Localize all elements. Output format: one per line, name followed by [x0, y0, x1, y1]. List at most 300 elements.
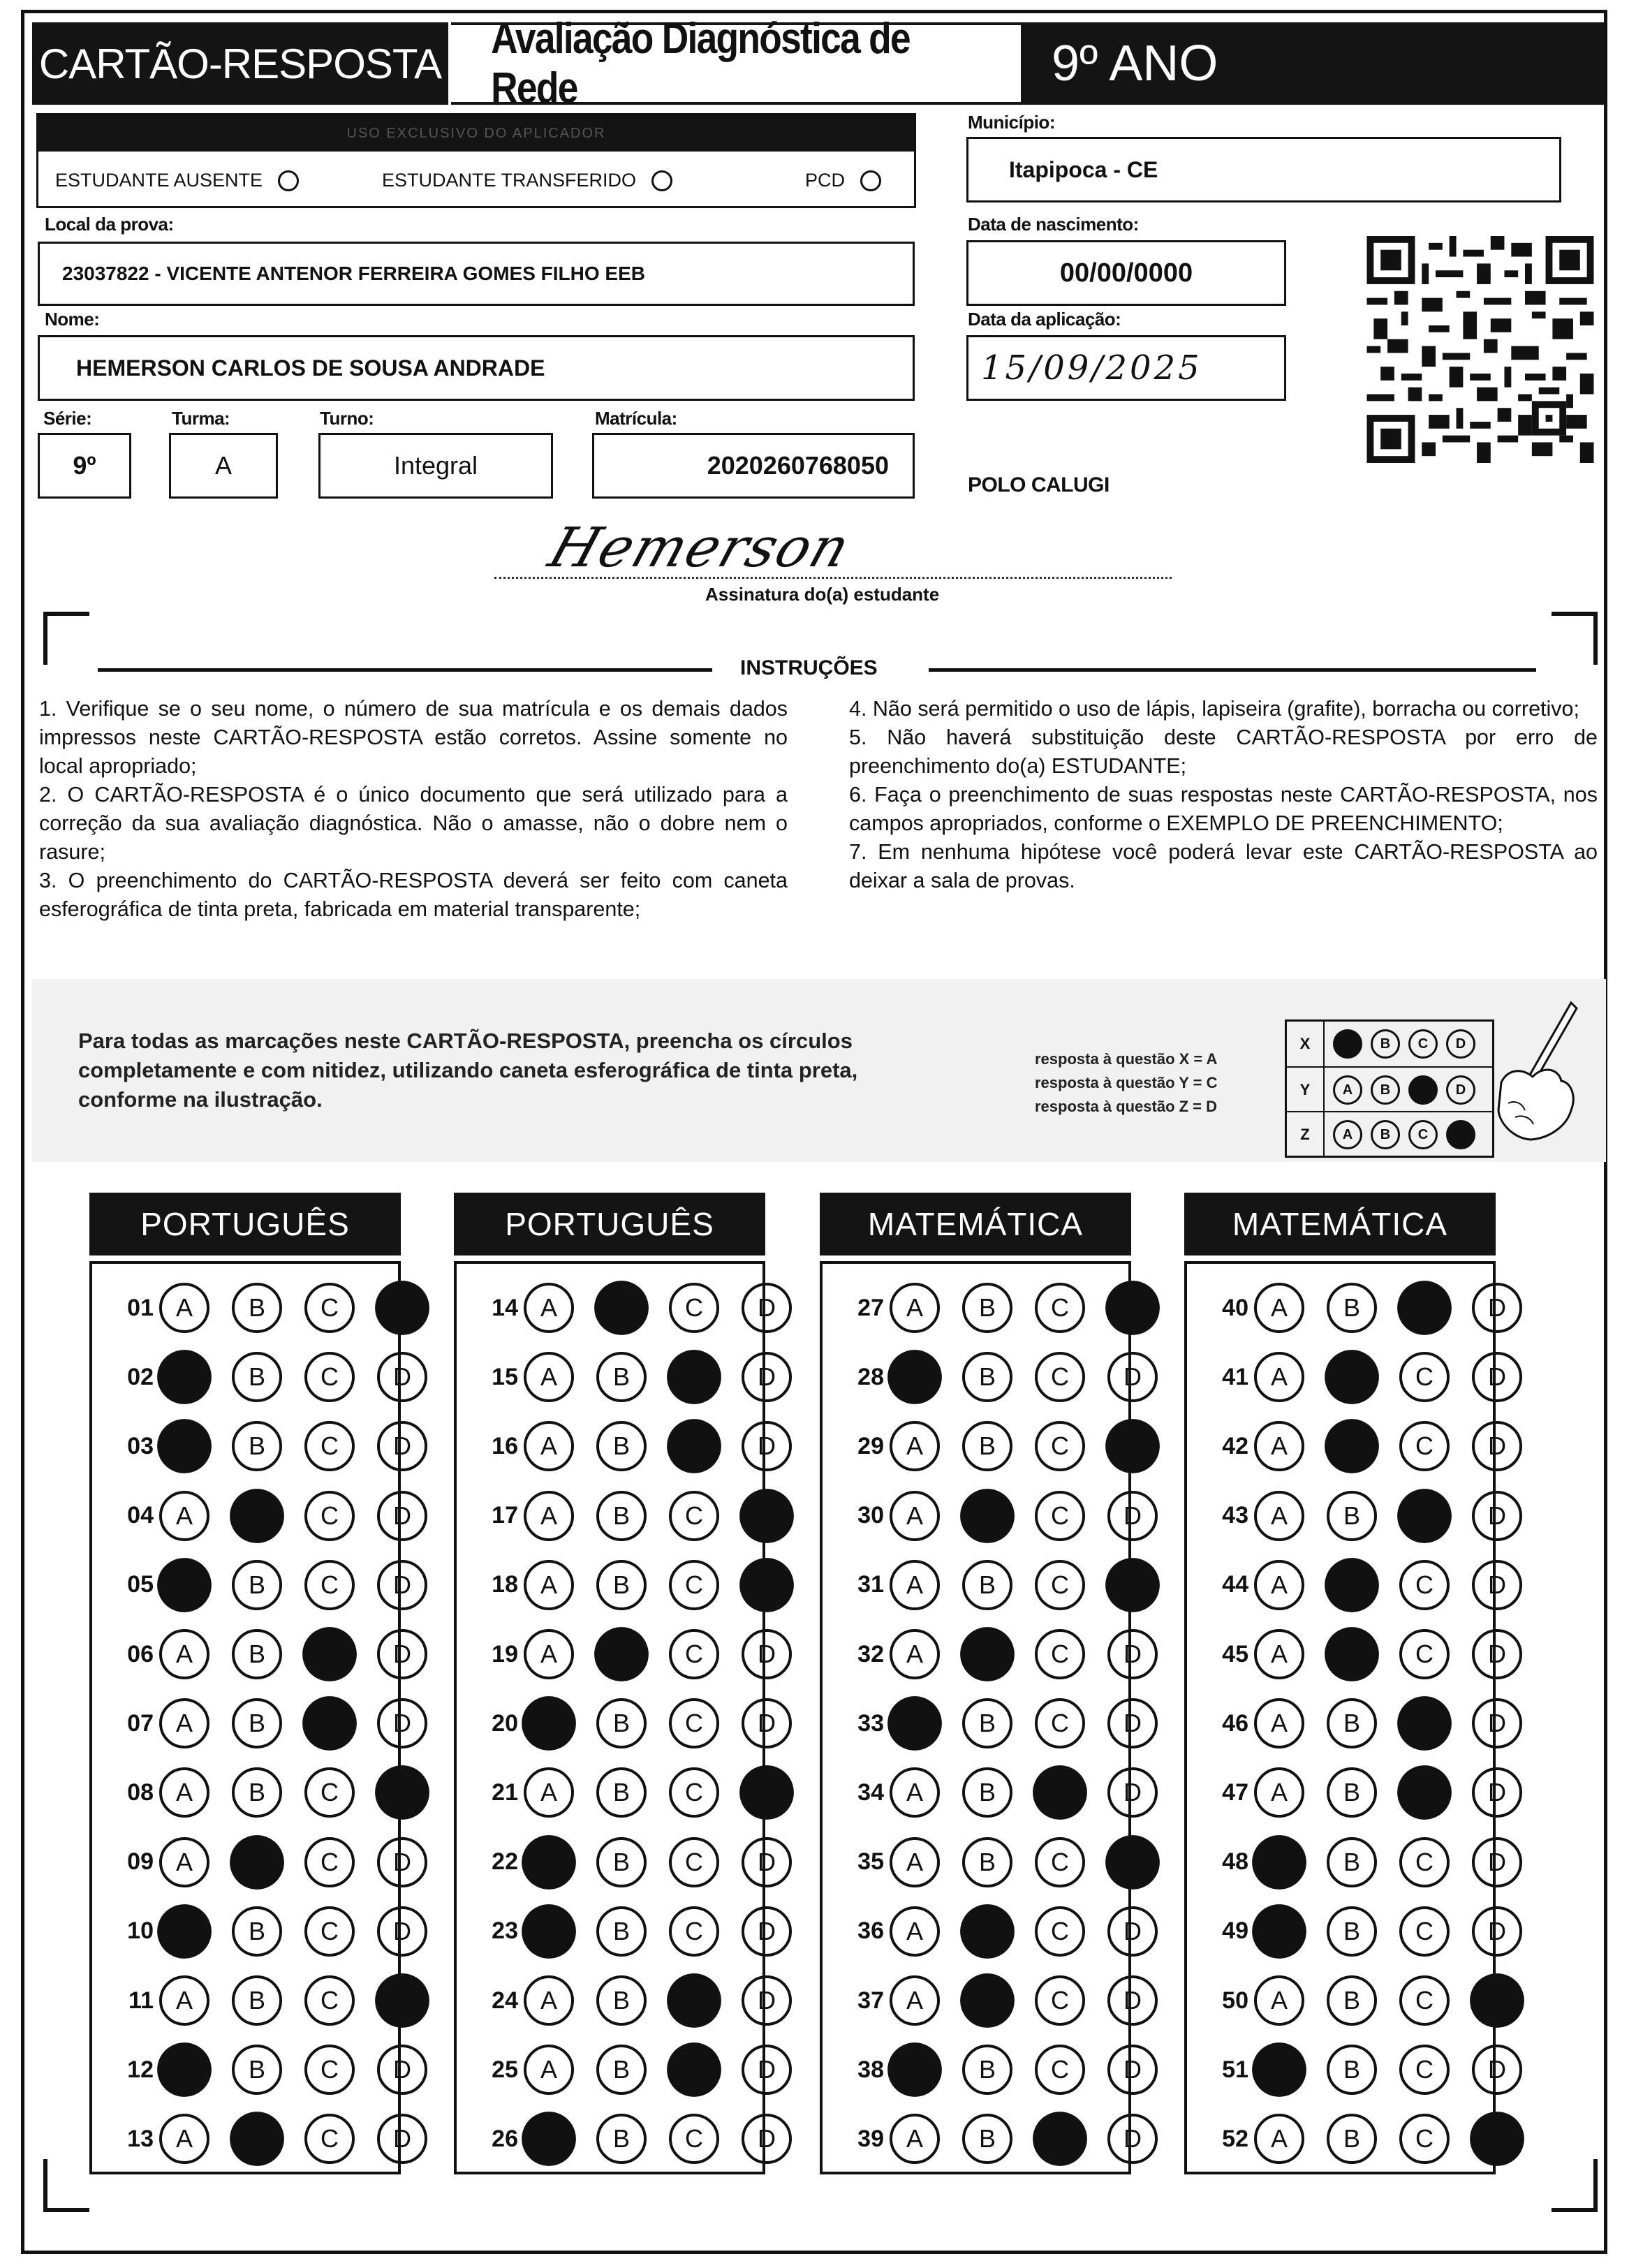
answer-bubble-a[interactable]: A — [890, 1767, 940, 1818]
answer-bubble-c[interactable]: C — [1397, 1696, 1452, 1751]
answer-bubble-a[interactable]: A — [1252, 1835, 1306, 1890]
answer-bubble-a[interactable]: A — [157, 1904, 212, 1959]
answer-bubble-b[interactable]: B — [962, 1698, 1012, 1748]
answer-bubble-d[interactable]: D — [1472, 1837, 1522, 1887]
question-row — [457, 1346, 814, 1408]
question-row — [1187, 1415, 1545, 1478]
answer-bubble-d[interactable]: D — [1472, 1698, 1522, 1748]
pcd-circle[interactable] — [860, 170, 881, 191]
answer-bubble-d[interactable]: D — [377, 1491, 427, 1541]
answer-bubble-d[interactable]: D — [1472, 1421, 1522, 1471]
answer-bubble-a[interactable]: A — [524, 1975, 574, 2026]
example-row-y — [1287, 1066, 1492, 1112]
answer-bubble-b[interactable]: B — [1325, 1558, 1379, 1612]
subject-header: MATEMÁTICA — [1184, 1193, 1496, 1256]
answer-bubble-d[interactable]: D — [1107, 1767, 1158, 1818]
answer-bubble-c[interactable]: C — [302, 1627, 357, 1681]
answer-bubble-b[interactable]: B — [232, 1629, 282, 1679]
answer-bubble-a[interactable]: A — [157, 1420, 212, 1474]
answer-bubble-a[interactable]: A — [1254, 2114, 1304, 2164]
answer-bubble-a[interactable]: A — [1254, 1560, 1304, 1610]
answer-bubble-d[interactable]: D — [742, 1629, 792, 1679]
example-row-key: X — [1287, 1022, 1325, 1066]
example-row-key: Z — [1287, 1112, 1325, 1157]
answer-bubble-c[interactable]: C — [304, 1975, 355, 2026]
answer-bubble-b[interactable]: B — [962, 1560, 1012, 1610]
answer-bubble-c[interactable]: C — [667, 1420, 721, 1474]
question-number: 04 — [127, 1502, 154, 1529]
question-row — [823, 1969, 1180, 2032]
local-field: 23037822 - VICENTE ANTENOR FERREIRA GOMES FILHO EEB — [38, 242, 915, 306]
question-number: 23 — [492, 1917, 518, 1945]
answer-bubble-a[interactable]: A — [522, 1696, 576, 1751]
absent-option[interactable] — [55, 170, 299, 191]
answer-bubble-c[interactable]: C — [1035, 1906, 1085, 1957]
answer-bubble-d[interactable]: D — [377, 1421, 427, 1471]
answer-bubble-b[interactable]: B — [232, 1698, 282, 1748]
answer-bubble-c[interactable]: C — [1033, 2112, 1087, 2167]
question-row — [823, 1623, 1180, 1686]
answer-bubble-d[interactable]: D — [1470, 1973, 1524, 2028]
signature: Hemerson — [541, 517, 859, 580]
answer-bubble-a[interactable]: A — [887, 1350, 942, 1404]
answer-column — [454, 1261, 777, 2174]
answer-bubble-c[interactable]: C — [1399, 2114, 1450, 2164]
question-row — [457, 1623, 814, 1686]
answer-bubble-b[interactable]: B — [596, 1560, 647, 1610]
answer-bubble-b[interactable]: B — [596, 1767, 647, 1818]
answer-bubble-b[interactable]: B — [1325, 1627, 1379, 1681]
answer-bubble-b[interactable]: B — [230, 1489, 284, 1543]
subject-header: PORTUGUÊS — [89, 1193, 401, 1256]
question-number: 33 — [857, 1709, 884, 1737]
answer-bubble-c[interactable]: C — [1035, 1837, 1085, 1887]
answer-bubble-a[interactable]: A — [522, 2112, 576, 2167]
answer-bubble-b[interactable]: B — [1327, 1491, 1377, 1541]
answer-bubble-c[interactable]: C — [1035, 1698, 1085, 1748]
answer-bubble-c[interactable]: C — [302, 1696, 357, 1751]
answer-bubble-c[interactable]: C — [1035, 1283, 1085, 1333]
answer-bubble-b[interactable]: B — [1325, 1420, 1379, 1474]
answer-bubble-b[interactable]: B — [596, 1975, 647, 2026]
answer-bubble-a[interactable]: A — [890, 2114, 940, 2164]
question-row — [823, 1276, 1180, 1339]
answer-bubble-a[interactable]: A — [1254, 1352, 1304, 1402]
answer-bubble-b[interactable]: B — [596, 1421, 647, 1471]
answer-bubble-c[interactable]: C — [1397, 1489, 1452, 1543]
question-row — [1187, 1485, 1545, 1547]
answer-bubble-a[interactable]: A — [1254, 1629, 1304, 1679]
turno-label: Turno: — [320, 408, 374, 429]
example-bubble-b: B — [1371, 1075, 1400, 1105]
answer-bubble-a[interactable]: A — [522, 1904, 576, 1959]
answer-bubble-d[interactable]: D — [739, 1558, 794, 1612]
answer-bubble-c[interactable]: C — [304, 2114, 355, 2164]
answer-bubble-d[interactable]: D — [377, 1629, 427, 1679]
answer-bubble-a[interactable]: A — [887, 2042, 942, 2097]
exam-title — [451, 15, 1021, 112]
answer-bubble-d[interactable]: D — [1472, 1629, 1522, 1679]
answer-bubble-a[interactable]: A — [159, 1629, 209, 1679]
answer-bubble-c[interactable]: C — [304, 1906, 355, 1957]
answer-bubble-d[interactable]: D — [375, 1281, 429, 1335]
question-row — [1187, 1900, 1545, 1963]
answer-bubble-c[interactable]: C — [669, 1283, 719, 1333]
answer-bubble-b[interactable]: B — [962, 2045, 1012, 2095]
answer-bubble-a[interactable]: A — [159, 1975, 209, 2026]
nascimento-field: 00/00/0000 — [966, 240, 1286, 306]
answer-bubble-a[interactable]: A — [522, 1835, 576, 1890]
answer-bubble-c[interactable]: C — [1399, 1837, 1450, 1887]
example-bubble-d: D — [1446, 1029, 1475, 1059]
question-number: 42 — [1222, 1432, 1248, 1459]
answer-bubble-d[interactable]: D — [739, 1766, 794, 1820]
answer-bubble-d[interactable]: D — [1107, 2114, 1158, 2164]
question-row — [457, 1692, 814, 1755]
answer-bubble-b[interactable]: B — [594, 1281, 649, 1335]
answer-bubble-b[interactable]: B — [1327, 1837, 1377, 1887]
answer-bubble-a[interactable]: A — [524, 1629, 574, 1679]
question-number: 26 — [492, 2125, 518, 2152]
answer-bubble-c[interactable]: C — [1399, 1975, 1450, 2026]
answer-bubble-c[interactable]: C — [1399, 1352, 1450, 1402]
question-number: 17 — [492, 1502, 518, 1529]
answer-bubble-d[interactable]: D — [1105, 1420, 1160, 1474]
answer-bubble-c[interactable]: C — [669, 1491, 719, 1541]
answer-bubble-d[interactable]: D — [1472, 1906, 1522, 1957]
answer-bubble-a[interactable]: A — [890, 1906, 940, 1957]
answer-bubble-c[interactable]: C — [1397, 1281, 1452, 1335]
answer-bubble-a[interactable]: A — [1254, 1283, 1304, 1333]
answer-bubble-d[interactable]: D — [742, 1352, 792, 1402]
transferred-circle[interactable] — [651, 170, 672, 191]
answer-bubble-b[interactable]: B — [1327, 1767, 1377, 1818]
instructions-rule-right — [929, 668, 1536, 672]
answer-bubble-b[interactable]: B — [232, 1767, 282, 1818]
example-grid — [1285, 1019, 1494, 1158]
answer-bubble-d[interactable]: D — [1107, 1491, 1158, 1541]
example-bubble-d: D — [1446, 1120, 1475, 1149]
local-label: Local da prova: — [45, 214, 174, 235]
answer-bubble-b[interactable]: B — [1327, 1906, 1377, 1957]
question-row — [457, 1485, 814, 1547]
answer-bubble-b[interactable]: B — [232, 1352, 282, 1402]
answer-bubble-a[interactable]: A — [1252, 1904, 1306, 1959]
question-number: 50 — [1222, 1987, 1248, 2014]
answer-bubble-c[interactable]: C — [669, 1698, 719, 1748]
answer-bubble-d[interactable]: D — [1107, 1352, 1158, 1402]
answer-bubble-c[interactable]: C — [669, 1629, 719, 1679]
example-bubble-a: A — [1333, 1029, 1362, 1059]
nome-field: HEMERSON CARLOS DE SOUSA ANDRADE — [38, 335, 915, 401]
answer-bubble-d[interactable]: D — [1472, 1352, 1522, 1402]
exam-title-text: Avaliação Diagnóstica de Rede — [491, 15, 910, 112]
answer-bubble-b[interactable]: B — [962, 1767, 1012, 1818]
card-title: CARTÃO-RESPOSTA — [32, 22, 448, 105]
answer-bubble-c[interactable]: C — [1033, 1766, 1087, 1820]
pcd-label: PCD — [805, 170, 846, 191]
answer-bubble-b[interactable]: B — [596, 2114, 647, 2164]
answer-bubble-d[interactable]: D — [742, 1698, 792, 1748]
answer-bubble-b[interactable]: B — [596, 1698, 647, 1748]
applicator-bar: USO EXCLUSIVO DO APLICADOR — [38, 115, 914, 152]
question-row — [823, 1485, 1180, 1547]
answer-bubble-d[interactable]: D — [1472, 1491, 1522, 1541]
answer-bubble-c[interactable]: C — [667, 2042, 721, 2097]
answer-bubble-b[interactable]: B — [596, 1837, 647, 1887]
legend-z: resposta à questão Z = D — [1035, 1098, 1218, 1115]
aplicacao-label: Data da aplicação: — [968, 309, 1121, 330]
answer-bubble-c[interactable]: C — [1035, 1560, 1085, 1610]
answer-bubble-d[interactable]: D — [742, 1906, 792, 1957]
answer-bubble-a[interactable]: A — [890, 1837, 940, 1887]
answer-bubble-c[interactable]: C — [304, 1837, 355, 1887]
example-row-x — [1287, 1022, 1492, 1066]
answer-bubble-d[interactable]: D — [377, 2045, 427, 2095]
answer-bubble-d[interactable]: D — [742, 1975, 792, 2026]
example-bubble-a: A — [1333, 1075, 1362, 1105]
answer-bubble-c[interactable]: C — [304, 1352, 355, 1402]
answer-bubble-b[interactable]: B — [232, 1283, 282, 1333]
answer-bubble-a[interactable]: A — [1254, 1421, 1304, 1471]
answer-bubble-c[interactable]: C — [1035, 2045, 1085, 2095]
answer-bubble-a[interactable]: A — [1254, 1767, 1304, 1818]
answer-bubble-a[interactable]: A — [890, 1560, 940, 1610]
answer-bubble-b[interactable]: B — [232, 1560, 282, 1610]
serie-label: Série: — [43, 408, 92, 429]
answer-bubble-a[interactable]: A — [890, 1629, 940, 1679]
answer-bubble-c[interactable]: C — [1035, 1352, 1085, 1402]
answer-bubble-c[interactable]: C — [1035, 1421, 1085, 1471]
answer-bubble-d[interactable]: D — [742, 2114, 792, 2164]
answer-bubble-d[interactable]: D — [1470, 2112, 1524, 2167]
question-number: 12 — [127, 2056, 154, 2083]
answer-bubble-b[interactable]: B — [1327, 1283, 1377, 1333]
answer-bubble-a[interactable]: A — [1252, 2042, 1306, 2097]
question-number: 36 — [857, 1917, 884, 1945]
legend-x: resposta à questão X = A — [1035, 1050, 1218, 1068]
question-row — [92, 1346, 450, 1408]
answer-bubble-a[interactable]: A — [159, 1491, 209, 1541]
question-number: 09 — [127, 1848, 154, 1876]
answer-bubble-a[interactable]: A — [159, 1283, 209, 1333]
answer-bubble-b[interactable]: B — [596, 1352, 647, 1402]
answer-bubble-c[interactable]: C — [1399, 1560, 1450, 1610]
answer-bubble-a[interactable]: A — [159, 1767, 209, 1818]
question-number: 21 — [492, 1779, 518, 1806]
answer-bubble-d[interactable]: D — [377, 1698, 427, 1748]
question-row — [823, 2107, 1180, 2170]
turma-label: Turma: — [172, 408, 230, 429]
answer-bubble-c[interactable]: C — [1035, 1975, 1085, 2026]
answer-bubble-c[interactable]: C — [669, 1906, 719, 1957]
answer-bubble-a[interactable]: A — [887, 1696, 942, 1751]
answer-bubble-c[interactable]: C — [304, 1491, 355, 1541]
corner-mark-br — [1552, 2159, 1598, 2212]
answer-bubble-d[interactable]: D — [377, 1837, 427, 1887]
answer-bubble-c[interactable]: C — [667, 1973, 721, 2028]
answer-bubble-c[interactable]: C — [669, 1767, 719, 1818]
answer-bubble-d[interactable]: D — [742, 2045, 792, 2095]
answer-bubble-c[interactable]: C — [304, 1560, 355, 1610]
answer-bubble-d[interactable]: D — [1105, 1281, 1160, 1335]
answer-bubble-a[interactable]: A — [157, 1558, 212, 1612]
answer-bubble-a[interactable]: A — [890, 1421, 940, 1471]
question-number: 27 — [857, 1294, 884, 1321]
answer-bubble-c[interactable]: C — [1399, 1906, 1450, 1957]
answer-bubble-b[interactable]: B — [962, 1352, 1012, 1402]
corner-mark-tr — [1552, 612, 1598, 665]
answer-bubble-d[interactable]: D — [377, 2114, 427, 2164]
answer-bubble-a[interactable]: A — [1254, 1698, 1304, 1748]
answer-bubble-c[interactable]: C — [1035, 1629, 1085, 1679]
answer-bubble-b[interactable]: B — [232, 1975, 282, 2026]
answer-bubble-d[interactable]: D — [377, 1906, 427, 1957]
instructions-title: INSTRUÇÕES — [740, 656, 878, 679]
answer-bubble-b[interactable]: B — [962, 1837, 1012, 1887]
answer-bubble-a[interactable]: A — [159, 1698, 209, 1748]
instruction-7: 7. Em nenhuma hipótese você poderá levar este CARTÃO-RESPOSTA ao deixar a sala de provas. — [849, 840, 1598, 892]
answer-bubble-a[interactable]: A — [524, 1491, 574, 1541]
answer-bubble-c[interactable]: C — [304, 1767, 355, 1818]
answer-bubble-b[interactable]: B — [596, 1491, 647, 1541]
question-number: 40 — [1222, 1294, 1248, 1321]
answer-bubble-c[interactable]: C — [304, 2045, 355, 2095]
question-number: 01 — [127, 1294, 154, 1321]
answer-bubble-c[interactable]: C — [1399, 1421, 1450, 1471]
answer-bubble-b[interactable]: B — [230, 1835, 284, 1890]
answer-bubble-a[interactable]: A — [524, 1283, 574, 1333]
answer-bubble-d[interactable]: D — [1105, 1558, 1160, 1612]
transferred-option[interactable] — [382, 170, 672, 191]
nome-label: Nome: — [45, 309, 100, 330]
answer-bubble-d[interactable]: D — [742, 1283, 792, 1333]
question-number: 06 — [127, 1640, 154, 1667]
answer-bubble-c[interactable]: C — [304, 1283, 355, 1333]
answer-bubble-a[interactable]: A — [159, 2114, 209, 2164]
answer-bubble-d[interactable]: D — [1472, 1560, 1522, 1610]
transferred-label: ESTUDANTE TRANSFERIDO — [382, 170, 637, 191]
answer-bubble-b[interactable]: B — [232, 1421, 282, 1471]
answer-bubble-c[interactable]: C — [669, 1837, 719, 1887]
answer-bubble-b[interactable]: B — [232, 2045, 282, 2095]
answer-bubble-c[interactable]: C — [1399, 2045, 1450, 2095]
answer-bubble-b[interactable]: B — [962, 2114, 1012, 2164]
answer-bubble-b[interactable]: B — [1327, 1975, 1377, 2026]
turno-field: Integral — [318, 433, 553, 499]
answer-bubble-c[interactable]: C — [669, 1560, 719, 1610]
answer-bubble-b[interactable]: B — [960, 1627, 1015, 1681]
answer-bubble-a[interactable]: A — [890, 1975, 940, 2026]
grade-title: 9º ANO — [1021, 22, 1605, 105]
answer-bubble-d[interactable]: D — [377, 1560, 427, 1610]
question-row — [92, 1692, 450, 1755]
answer-bubble-b[interactable]: B — [960, 1973, 1015, 2028]
answer-bubble-a[interactable]: A — [157, 2042, 212, 2097]
answer-bubble-b[interactable]: B — [594, 1627, 649, 1681]
answer-bubble-d[interactable]: D — [742, 1421, 792, 1471]
answer-bubble-d[interactable]: D — [1107, 2045, 1158, 2095]
question-row — [1187, 1346, 1545, 1408]
answer-bubble-d[interactable]: D — [377, 1352, 427, 1402]
pcd-option[interactable] — [805, 170, 881, 191]
answer-bubble-d[interactable]: D — [375, 1973, 429, 2028]
answer-bubble-b[interactable]: B — [596, 2045, 647, 2095]
answer-bubble-b[interactable]: B — [596, 1906, 647, 1957]
answer-bubble-c[interactable]: C — [1035, 1491, 1085, 1541]
answer-bubble-c[interactable]: C — [304, 1421, 355, 1471]
answer-bubble-d[interactable]: D — [1107, 1906, 1158, 1957]
answer-bubble-d[interactable]: D — [375, 1766, 429, 1820]
answer-bubble-c[interactable]: C — [669, 2114, 719, 2164]
question-row — [92, 2107, 450, 2170]
question-row — [1187, 1276, 1545, 1339]
answer-bubble-d[interactable]: D — [1107, 1698, 1158, 1748]
question-number: 37 — [857, 1987, 884, 2014]
answer-bubble-a[interactable]: A — [1254, 1975, 1304, 2026]
answer-bubble-c[interactable]: C — [1397, 1766, 1452, 1820]
question-row — [823, 1346, 1180, 1408]
answer-bubble-a[interactable]: A — [890, 1491, 940, 1541]
answer-bubble-b[interactable]: B — [960, 1489, 1015, 1543]
answer-bubble-a[interactable]: A — [157, 1350, 212, 1404]
example-row-key: Y — [1287, 1068, 1325, 1112]
answer-bubble-a[interactable]: A — [524, 1767, 574, 1818]
question-number: 30 — [857, 1502, 884, 1529]
answer-bubble-a[interactable]: A — [524, 1560, 574, 1610]
answer-bubble-a[interactable]: A — [524, 1352, 574, 1402]
answer-bubble-c[interactable]: C — [1399, 1629, 1450, 1679]
answer-bubble-d[interactable]: D — [1472, 2045, 1522, 2095]
question-row — [92, 1485, 450, 1547]
answer-bubble-a[interactable]: A — [524, 1421, 574, 1471]
answer-bubble-a[interactable]: A — [890, 1283, 940, 1333]
answer-bubble-b[interactable]: B — [230, 2112, 284, 2167]
question-row — [823, 1831, 1180, 1894]
example-bubble-a: A — [1333, 1120, 1362, 1149]
answer-bubble-a[interactable]: A — [159, 1837, 209, 1887]
instructions-rule-left — [98, 668, 712, 672]
absent-circle[interactable] — [278, 170, 299, 191]
instruction-4: 4. Não será permitido o uso de lápis, lapiseira (grafite), borracha ou corretivo; — [849, 697, 1579, 721]
answer-bubble-b[interactable]: B — [232, 1906, 282, 1957]
answer-bubble-d[interactable]: D — [1107, 1629, 1158, 1679]
answer-bubble-b[interactable]: B — [1327, 1698, 1377, 1748]
question-number: 28 — [857, 1363, 884, 1390]
answer-bubble-a[interactable]: A — [524, 2045, 574, 2095]
answer-bubble-d[interactable]: D — [1107, 1975, 1158, 2026]
question-number: 52 — [1222, 2125, 1248, 2152]
question-number: 18 — [492, 1571, 518, 1598]
answer-bubble-b[interactable]: B — [960, 1904, 1015, 1959]
question-number: 19 — [492, 1640, 518, 1667]
answer-bubble-a[interactable]: A — [1254, 1491, 1304, 1541]
question-row — [457, 1415, 814, 1478]
answer-bubble-b[interactable]: B — [1325, 1350, 1379, 1404]
answer-bubble-d[interactable]: D — [1472, 1767, 1522, 1818]
answer-bubble-d[interactable]: D — [1472, 1283, 1522, 1333]
answer-bubble-b[interactable]: B — [962, 1283, 1012, 1333]
answer-bubble-b[interactable]: B — [1327, 2114, 1377, 2164]
answer-bubble-b[interactable]: B — [962, 1421, 1012, 1471]
answer-bubble-b[interactable]: B — [1327, 2045, 1377, 2095]
question-row — [457, 1554, 814, 1617]
answer-bubble-d[interactable]: D — [742, 1837, 792, 1887]
answer-bubble-c[interactable]: C — [667, 1350, 721, 1404]
answer-bubble-d[interactable]: D — [739, 1489, 794, 1543]
question-number: 25 — [492, 2056, 518, 2083]
answer-bubble-d[interactable]: D — [1105, 1835, 1160, 1890]
